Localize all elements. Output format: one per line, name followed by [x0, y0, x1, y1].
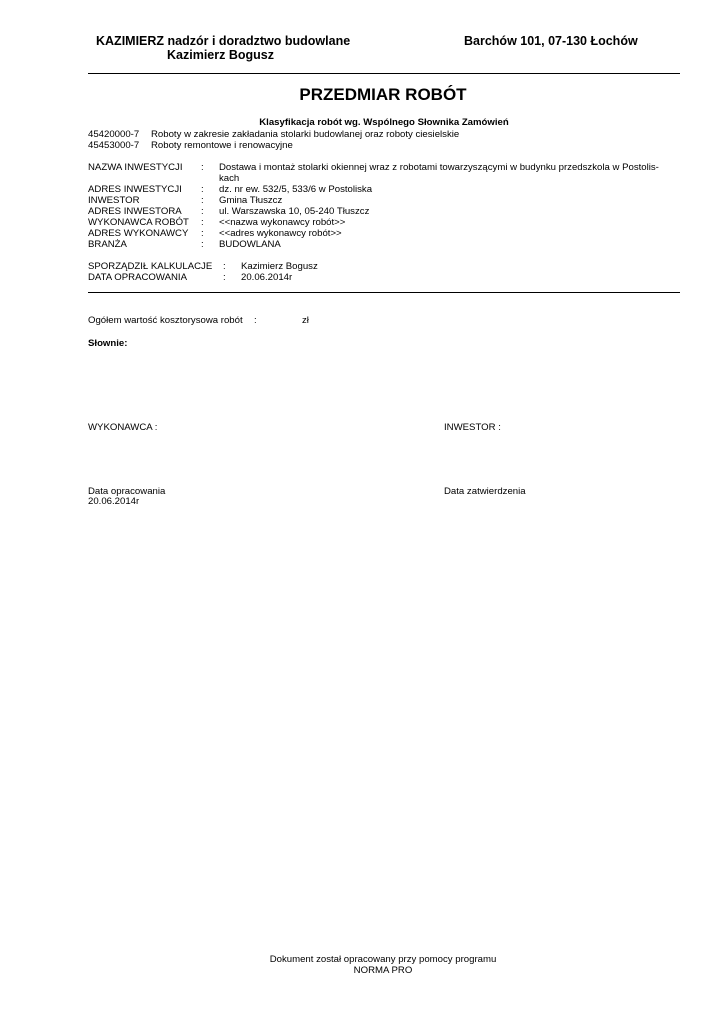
detail-colon: : — [201, 206, 204, 217]
detail-colon: : — [201, 162, 204, 173]
detail-label: ADRES INWESTYCJI — [88, 184, 182, 195]
total-colon: : — [254, 315, 257, 326]
total-label: Ogółem wartość kosztorysowa robót — [88, 315, 243, 326]
detail-label: ADRES INWESTORA — [88, 206, 182, 217]
date-prepared-label: Data opracowania — [88, 486, 166, 497]
footer-line-1: Dokument został opracowany przy pomocy programu — [269, 954, 497, 965]
cpv-description: Roboty w zakresie zakładania stolarki budowlanej oraz roboty ciesielskie — [151, 129, 460, 140]
detail-value: BUDOWLANA — [219, 239, 281, 250]
investor-signature-label: INWESTOR : — [444, 422, 501, 433]
detail-value: ul. Warszawska 10, 05-240 Tłuszcz — [219, 206, 370, 217]
prepared-label: SPORZĄDZIŁ KALKULACJE — [88, 261, 213, 272]
prepared-colon: : — [223, 272, 226, 283]
prepared-value: 20.06.2014r — [241, 272, 293, 283]
detail-label: WYKONAWCA ROBÓT — [88, 217, 189, 228]
detail-colon: : — [201, 195, 204, 206]
detail-colon: : — [201, 239, 204, 250]
slownie-label: Słownie: — [88, 338, 128, 349]
detail-colon: : — [201, 184, 204, 195]
header-divider — [88, 73, 680, 74]
detail-value: <<nazwa wykonawcy robót>> — [219, 217, 346, 228]
prepared-label: DATA OPRACOWANIA — [88, 272, 187, 283]
company-address: Barchów 101, 07-130 Łochów — [464, 34, 638, 48]
detail-label: NAZWA INWESTYCJI — [88, 162, 183, 173]
cpv-code: 45420000-7 — [88, 129, 140, 140]
date-approved-label: Data zatwierdzenia — [444, 486, 526, 497]
detail-label: INWESTOR — [88, 195, 140, 206]
section-divider — [88, 292, 680, 293]
footer-line-2: NORMA PRO — [353, 965, 413, 976]
company-name: KAZIMIERZ nadzór i doradztwo budowlane — [96, 34, 351, 48]
document-title: PRZEDMIAR ROBÓT — [299, 85, 467, 104]
detail-value-continuation: kach — [219, 173, 240, 184]
cpv-code: 45453000-7 — [88, 140, 140, 151]
date-prepared-value: 20.06.2014r — [88, 496, 140, 507]
detail-colon: : — [201, 217, 204, 228]
prepared-value: Kazimierz Bogusz — [241, 261, 318, 272]
contractor-signature-label: WYKONAWCA : — [88, 422, 158, 433]
detail-colon: : — [201, 228, 204, 239]
classification-heading: Klasyfikacja robót wg. Wspólnego Słownika Zamówień — [259, 117, 509, 128]
detail-value: <<adres wykonawcy robót>> — [219, 228, 342, 239]
cpv-description: Roboty remontowe i renowacyjne — [151, 140, 293, 151]
detail-label: ADRES WYKONAWCY — [88, 228, 189, 239]
total-currency: zł — [302, 315, 309, 326]
prepared-colon: : — [223, 261, 226, 272]
detail-value: dz. nr ew. 532/5, 533/6 w Postoliska — [219, 184, 373, 195]
company-owner: Kazimierz Bogusz — [167, 48, 274, 62]
detail-label: BRANŻA — [88, 239, 127, 250]
detail-value: Dostawa i montaż stolarki okiennej wraz z robotami towarzyszącymi w budynku przedszkola w Postolis- — [219, 162, 659, 173]
detail-value: Gmina Tłuszcz — [219, 195, 283, 206]
